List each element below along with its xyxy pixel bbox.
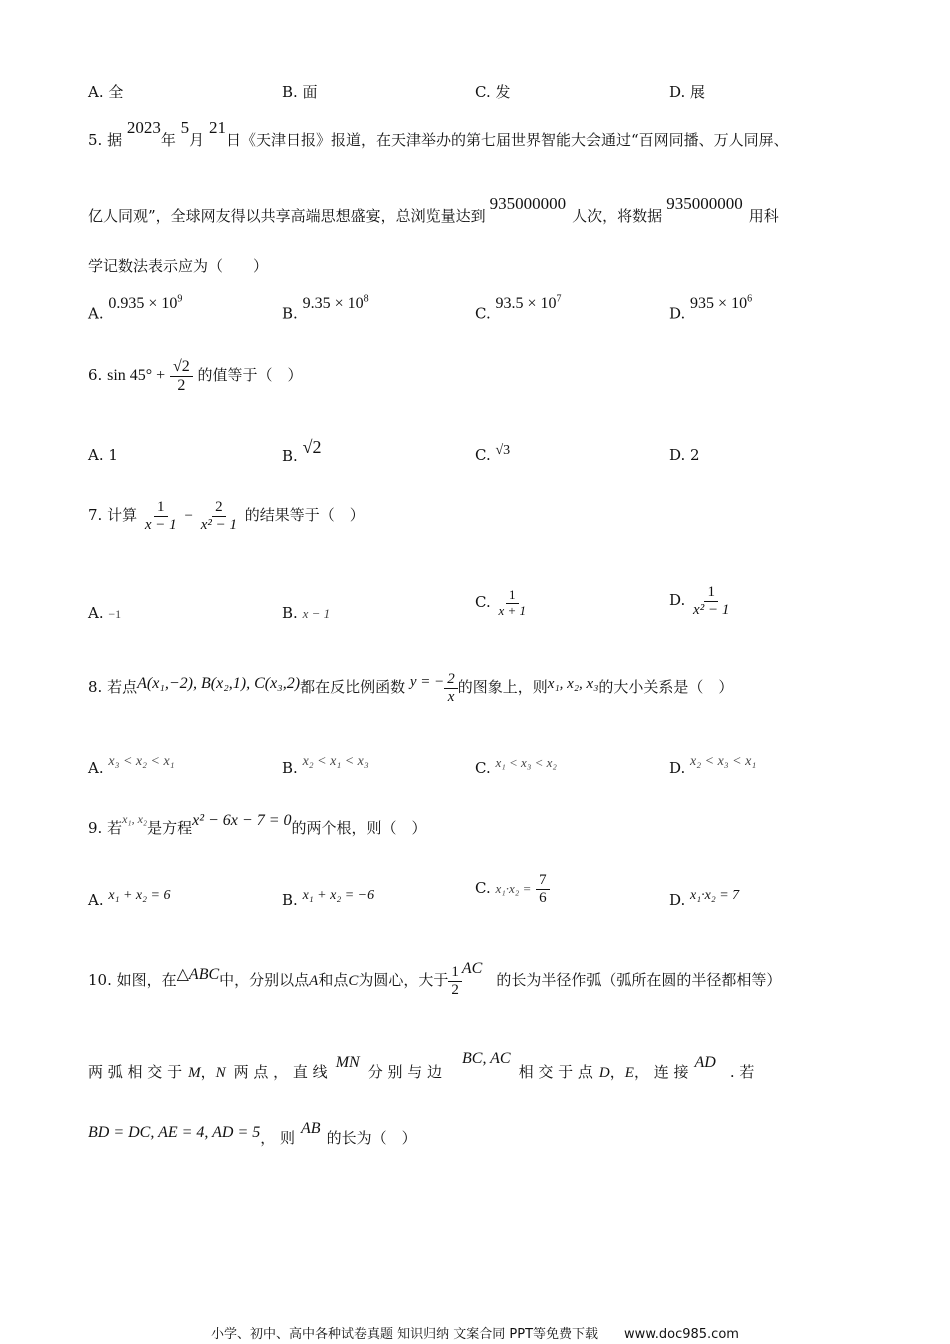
- q9-option-a: A. x₁ + x₂ = 6: [88, 888, 171, 909]
- q10-line3: BD = DC, AE = 4, AD = 5， 则AB的长为（ ）: [88, 1120, 417, 1147]
- q7-option-a: A. −1: [88, 604, 122, 622]
- q6-option-b: B. √2: [282, 437, 322, 465]
- q8-mid2: 的图象上，则: [457, 678, 548, 696]
- q9-vars: x₁, x₂: [122, 812, 148, 826]
- q5-text1: 日《天津日报》报道，在天津举办的第七届世界智能大会通过“百网同播、万人同屏、: [225, 131, 789, 149]
- q5-line2: [88, 194, 779, 226]
- q5-option-a: A. $0.935 \times 10^9$: [88, 294, 183, 323]
- q4-option-d: D. 展: [669, 83, 706, 101]
- q7-option-d: D. $\frac{1}{\text{x² − 1}}$: [669, 584, 730, 618]
- q5-option-d-value: $935 \times 10^6$: [690, 294, 753, 313]
- q9-prefix: 9. 若: [88, 819, 123, 837]
- q7-fraction-1: $\frac{1}{x - 1}$: [144, 499, 177, 533]
- q10-triangle: △ABC: [176, 966, 220, 983]
- q5-option-c-value: $93.5 \times 10^7$: [495, 294, 562, 313]
- q8-option-a: A. x₃ < x₂ < x₁: [88, 754, 175, 777]
- q8-option-c: C. x₁ < x₃ < x₂: [475, 755, 557, 777]
- q9-line: [88, 812, 427, 839]
- q5-option-b-value: $9.35 \times 10^8$: [302, 294, 369, 313]
- q5-number-2: 935000000: [666, 194, 743, 213]
- q7-prefix: 7. 计算: [88, 506, 138, 524]
- q10-half: $\frac{1}{2}$: [448, 964, 462, 998]
- q7-option-c: C. $\frac{1}{x + 1}$: [475, 587, 527, 618]
- q9-option-c: C. x₁·x₂ = $\frac{7}{6}$: [475, 866, 550, 911]
- q8-func-lhs: y = −: [409, 674, 445, 690]
- page-footer: 小学、初中、高中各种试卷真题 知识归纳 文案合同 PPT等免费下载 www.doc985.com: [211, 1327, 739, 1342]
- q5-month-unit: 月: [189, 131, 205, 149]
- q10-ac: AC: [461, 960, 483, 977]
- q7-suffix: 的结果等于（ ）: [244, 506, 365, 524]
- q8-vars: x₁, x₂, x₃: [547, 676, 599, 692]
- q5-option-c: C. $93.5 \times 10^7$: [475, 294, 562, 323]
- q6-option-a: A. 1: [88, 446, 118, 464]
- q8-option-b: B. x₂ < x₁ < x₃: [282, 754, 369, 777]
- q10-line2: 两 弧 相 交 于 M，N 两 点 ， 直 线MN分 别 与 边BC, AC相 交 于 点 D，E， 连 接AD. 若: [88, 1050, 755, 1081]
- q5-option-b: B. $9.35 \times 10^8$: [282, 294, 369, 323]
- q4-option-c: C. 发: [475, 83, 511, 101]
- q8-line: [88, 662, 733, 713]
- q9-mid: 是方程: [147, 819, 193, 837]
- q6-option-c: C. √3: [475, 443, 511, 464]
- q5-line1: [88, 118, 789, 150]
- q6-suffix: 的值等于（ ）: [197, 366, 303, 384]
- q5-line3: 学记数法表示应为（ ）: [88, 257, 269, 275]
- q5-option-d: D. $935 \times 10^6$: [669, 294, 753, 323]
- q5-month: 5: [180, 118, 190, 137]
- q7-minus: −: [184, 508, 193, 524]
- q5-text3: 人次，将数据: [572, 207, 663, 225]
- q5-year: 2023: [126, 118, 161, 137]
- q6-prefix: 6.: [88, 366, 103, 384]
- q7-option-b: B. x − 1: [282, 604, 331, 622]
- q6-line: [88, 350, 303, 401]
- q5-option-a-value: $0.935 \times 10^9$: [108, 294, 183, 313]
- q8-prefix: 8. 若点: [88, 678, 138, 696]
- q9-equation: x² − 6x − 7 = 0: [192, 812, 292, 829]
- q6-expr: sin 45° +: [107, 367, 166, 384]
- q5-year-unit: 年: [160, 131, 176, 149]
- q6-option-d: D. 2: [669, 446, 700, 464]
- q8-points: A(x₁,−2), B(x₂,1), C(x₃,2): [137, 675, 301, 692]
- q7-line: [88, 490, 365, 541]
- q7-fraction-2: $\frac{2}{\text{x² − 1}}$: [200, 499, 237, 533]
- q9-suffix: 的两个根，则（ ）: [291, 819, 427, 837]
- q8-func-fraction: $\frac{2}{x}$: [444, 671, 458, 705]
- q5-text2: 亿人同观”，全球网友得以共享高端思想盛宴，总浏览量达到: [88, 207, 486, 225]
- q9-option-d: D. x₁·x₂ = 7: [669, 888, 740, 909]
- q9-option-b: B. x₁ + x₂ = −6: [282, 888, 375, 909]
- q5-prefix: 5. 据: [88, 131, 123, 149]
- q8-option-d: D. x₂ < x₃ < x₁: [669, 754, 757, 777]
- q4-option-a: A. 全: [88, 83, 124, 101]
- q8-mid: 都在反比例函数: [300, 678, 406, 696]
- q5-day: 21: [208, 118, 226, 137]
- q5-text4: 用科: [748, 207, 779, 225]
- q8-suffix: 的大小关系是（ ）: [598, 678, 734, 696]
- q4-option-b: B. 面: [282, 83, 318, 101]
- q5-number: 935000000: [489, 194, 567, 213]
- q10-line1: 10. 如图，在△ABC中，分别以点A和点C为圆心，大于 $\frac{1}{2}$ AC的长为半径作弧（弧所在圆的半径都相等）: [88, 960, 782, 998]
- q6-fraction: $\frac{√2}{2}$: [170, 358, 193, 394]
